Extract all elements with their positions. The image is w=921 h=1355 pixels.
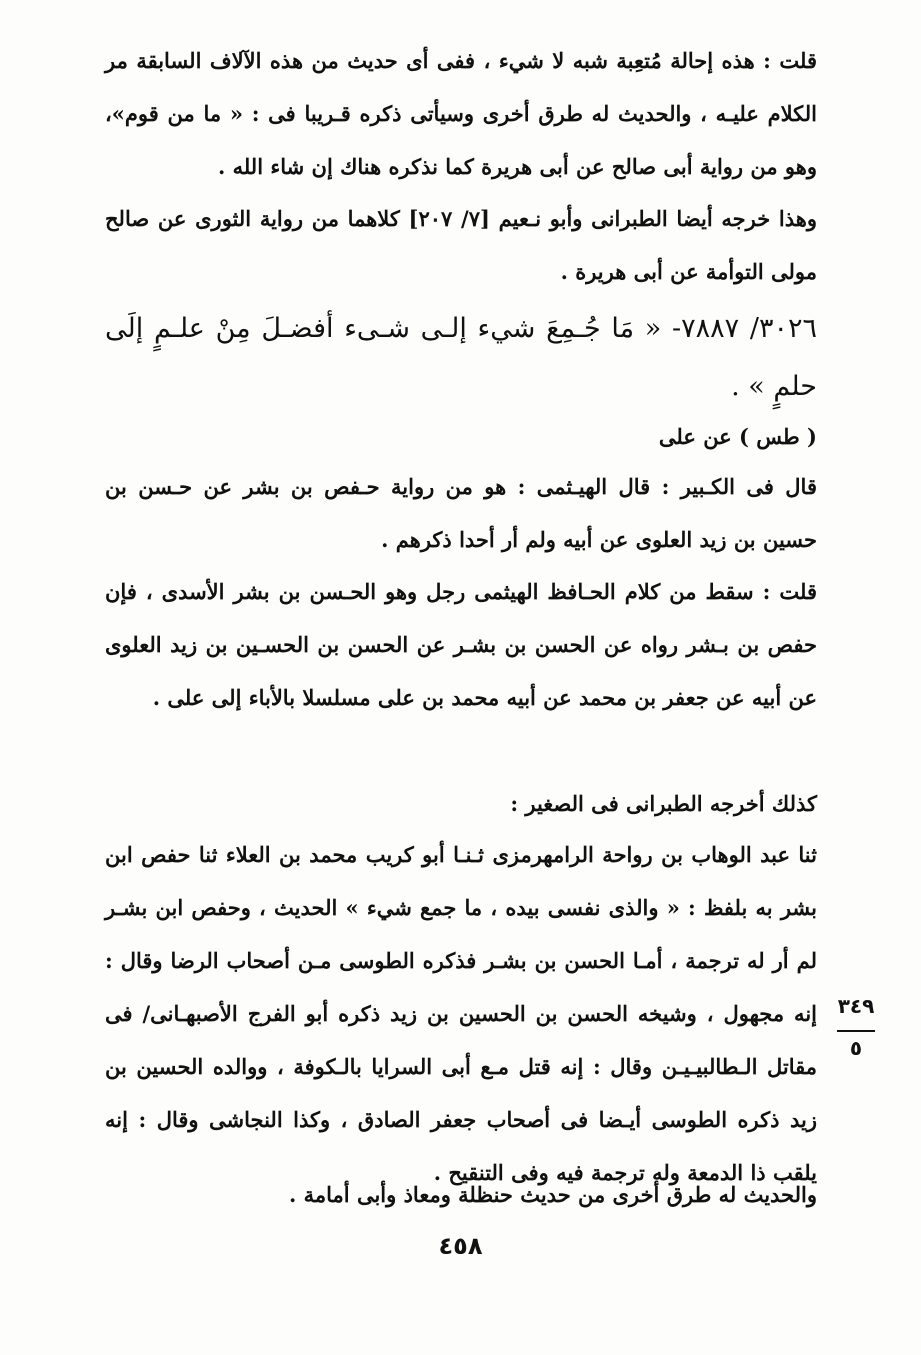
paragraph-text: قلت : هذه إحالة مُتعِبة شبه لا شيء ، ففى أى حديث من هذه الآلاف السابقة مر الكلام عليـه ، والحديث له طرق أخرى وسيأتى ذكره قـريبا فى : « ما من قوم»، وهو من رواية أبى صالح عن أبى هريرة كما نذكره هناك إن شاء الله . (105, 48, 817, 179)
paragraph-text: وهذا خرجه أيضا الطبرانى وأبو نـعيم [٧/ ٢٠٧] كلاهما من رواية الثورى عن صالح مولى التوأمة عن أبى هريرة . (105, 206, 817, 284)
paragraph-text: كذلك أخرجه الطبرانى فى الصغير : (510, 791, 817, 816)
margin-volume-note (836, 994, 876, 1060)
source-text: ( طس ) عن على (658, 424, 817, 449)
hadith-text: ٣٠٢٦/ ٧٨٨٧- « مَا جُـمِعَ شيء إلـى شـىء أفضـلَ مِنْ علـمٍ إلَى حلمٍ » . (105, 313, 818, 402)
margin-note-top: ٣٤٩ (837, 994, 875, 1018)
paragraph-commentary-4 (105, 565, 817, 724)
margin-note-divider (837, 1030, 875, 1032)
margin-note-bottom: ٥ (849, 1036, 863, 1060)
hadith-heading (105, 300, 817, 416)
hadith-source (105, 410, 817, 463)
paragraph-commentary-2 (105, 192, 817, 298)
paragraph-text: ثنا عبد الوهاب بن رواحة الرامهرمزى ثـنـا أبو كريب محمد بن العلاء ثنا حفص ابن بشر به بلفظ : « والذى نفسى بيده ، ما جمع شيء » الحديث ، وحفص ابن بشـر لم أر له ترجمة ، أمـا الحسن بن بشـر فذكره الطوسى مـن أصحاب الرضا وقال : إنه مجهول ، وشيخه الحسن بن الحسين بن زيد ذكره أبو الفرج الأصبهـانى/ فى مقاتل الـطالبيـيـن وقال : إنه قتل مـع أبى السرايا بالـكوفة ، ووالده الحسين بن زيد ذكره الطوسى أيـضا فى أصحاب جعفر الصادق ، وكذا النجاشى وقال : إنه يلقب ذا الدمعة وله ترجمة فيه وفى التنقيح . (105, 842, 817, 1185)
paragraph-text: قلت : سقط من كلام الحـافظ الهيثمى رجل وهو الحـسن بن بشر الأسدى ، فإن حفص بن بـشر رواه عن الحسن بن بشـر عن الحسن بن الحسـين بن زيد العلوى عن أبيه عن جعفر بن محمد عن أبيه محمد بن على مسلسلا بالأباء إلى على . (105, 579, 817, 710)
paragraph-commentary-1 (105, 34, 817, 193)
paragraph-commentary-6 (105, 828, 817, 1199)
page-number: ٤٥٨ (438, 1232, 483, 1260)
paragraph-commentary-7 (105, 1168, 817, 1221)
paragraph-text: والحديث له طرق أخرى من حديث حنظلة ومعاذ وأبى أمامة . (289, 1182, 817, 1207)
paragraph-commentary-5 (105, 777, 817, 830)
paragraph-commentary-3 (105, 460, 817, 566)
paragraph-text: قال فى الكـبير : قال الهيـثمى : هو من رواية حـفص بن بشر عن حـسن بن حسين بن زيد العلوى عن أبيه ولم أر أحدا ذكرهم . (105, 474, 817, 552)
